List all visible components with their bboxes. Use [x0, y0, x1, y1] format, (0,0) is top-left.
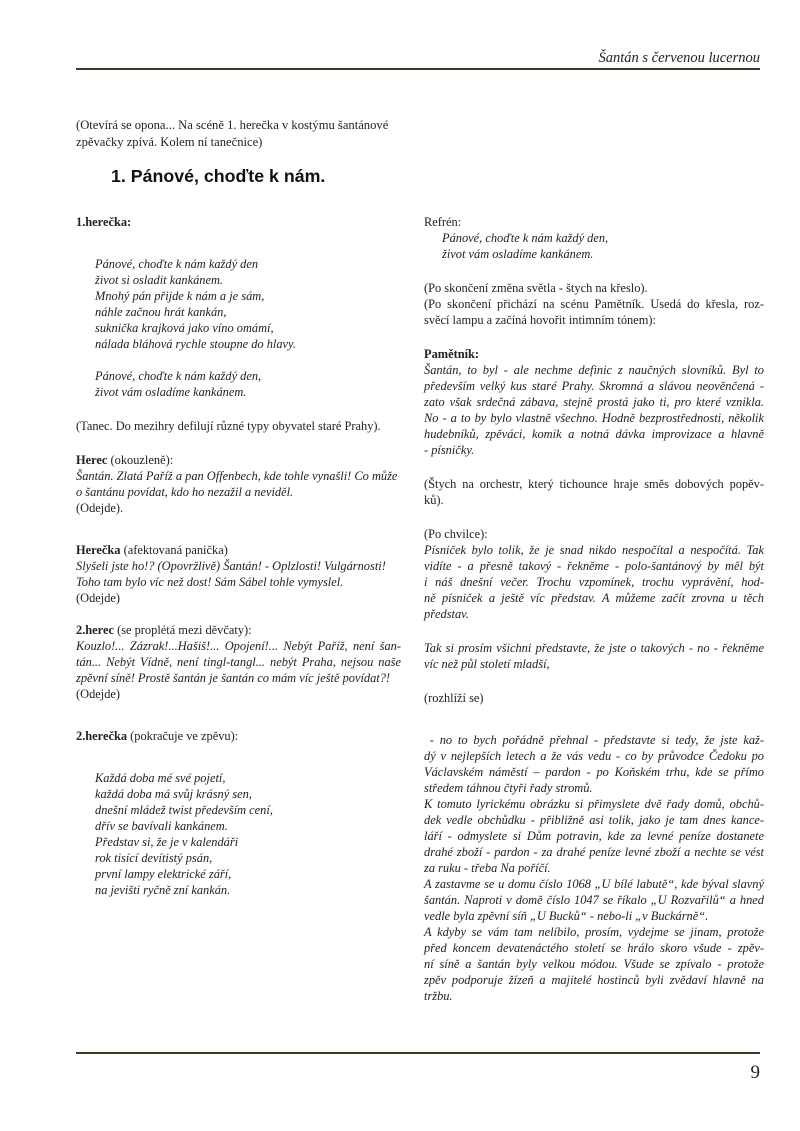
dialogue-line: dý v nejlepších letech a že vás vedu - co by průvodce Čedoku po [424, 749, 764, 763]
speaker-name: Herečka [76, 543, 121, 557]
verse-line: život si osladit kankánem. [95, 273, 224, 287]
left-column [76, 214, 401, 898]
stage-direction: (Tanec. Do mezihry defilují různé typy obyvatel staré Prahy). [76, 419, 381, 433]
dialogue-line: - no to bych pořádně přehnal - představte si tedy, že jste kaž- [424, 733, 764, 747]
speaker-name: 1.herečka: [76, 215, 132, 229]
dialogue-line: Slyšeli jste ho!? (Opovržlivě) Šantán! - Oplzlosti! Vulgárnosti! [76, 559, 386, 573]
dialogue-line: před koncem devatenáctého století se hrálo skoro všude - zpěv- [424, 941, 764, 955]
verse-line: první lampy elektrické září, [95, 867, 232, 881]
dialogue-line: především velký kus staré Prahy. Skromná a slávou neověnčená - [424, 379, 764, 393]
dialogue-line: šantán. Naproti v domě číslo 1047 se říkalo „U Rozvařilů“ a hned [424, 893, 764, 907]
dialogue-line: dek vedle obchůdku - přibližně asi tolik, jako je tam dnes kance- [424, 813, 764, 827]
verse-line: nálada bláhová rychle stoupne do hlavy. [95, 337, 296, 351]
speaker-direction: (pokračuje ve zpěvu): [127, 729, 239, 743]
monologue [424, 362, 764, 458]
stage-direction: ků). [424, 493, 444, 507]
verse-line: náhle začnou hrát kankán, [95, 305, 227, 319]
intro-line: zpěvačky zpívá. Kolem ní tanečnice) [76, 135, 263, 149]
dialogue-line: ní síně a šantán byly velkou módou. Všude se zpívalo - protože [424, 957, 764, 971]
dialogue-line: za ruku - třeba Na poříčí. [424, 861, 551, 875]
speaker-name: 2.herečka [76, 729, 128, 743]
speaker-direction: (okouzleně): [107, 453, 174, 467]
speaker-line [76, 542, 401, 558]
running-head: Šantán s červenou lucernou [598, 50, 760, 66]
song-verse [76, 256, 401, 400]
dialogue-line: drahé zboží - pardon - za drahé peníze levné zboží a nechte se vést [424, 845, 764, 859]
dialogue-line: No - a to by bylo vlastně všechno. Hodně bezprostřednosti, několik [424, 411, 764, 425]
verse-line: život vám osladíme kankánem. [442, 247, 594, 261]
dialogue-line: Šantán, to byl - ale nechme definic z naučných slovníků. Byl to [424, 363, 764, 377]
dialogue-line: tán... Nebýt Vídně, není tingl-tangl... nebýt Praha, nejsou naše [76, 655, 401, 669]
monologue [424, 640, 764, 672]
dialogue-line: Kouzlo!... Zázrak!...Hašiš!... Opojení!... Nebýt Paříž, není šan- [76, 639, 401, 653]
stage-direction: svěcí lampu a začíná hovořit intimním tónem): [424, 313, 656, 327]
verse-line: život vám osladíme kankánem. [95, 385, 247, 399]
dialogue-line: láří - odmyslete si Dům potravin, kde za levné peníze dostanete [424, 829, 764, 843]
song-verse [424, 230, 764, 262]
intro-line: (Otevírá se opona... Na scéně 1. herečka v kostýmu šantánové [76, 118, 389, 132]
stage-direction: (Odejde) [76, 591, 121, 605]
verse-line: Každá doba mé své pojetí, [95, 771, 226, 785]
dialogue-line: Tak si prosím všichni představte, že jste o takových - no - řekněme [424, 641, 764, 655]
dialogue-line: o šantánu povídat, kdo ho nezažil a neviděl. [76, 485, 294, 499]
dialogue-line: Písniček bylo tolik, že je snad nikdo nespočítal a nespočítá. Tak [424, 543, 764, 557]
footer-rule [76, 1052, 760, 1054]
dialogue-line: zato však srdečná zábava, stejně prostá jako ti, pro které vznikla. [424, 395, 764, 409]
speaker-line [76, 622, 401, 638]
verse-line: dnešní mládež twist především cení, [95, 803, 273, 817]
stage-direction: (Štych na orchestr, který tichounce hraje směs dobových popěv- [424, 477, 764, 491]
dialogue-line: představ. [424, 607, 469, 621]
verse-line: Pánové, choďte k nám každý den [95, 257, 259, 271]
dialogue-line: zpěvní síně! Prostě šantán je šantán co mám víc ještě povídat?! [76, 671, 391, 685]
verse-line: každá doba má svůj krásný sen, [95, 787, 252, 801]
stage-direction: (Odejde). [76, 501, 124, 515]
verse-line: Představ si, že je v kalendáři [95, 835, 239, 849]
stage-direction: (rozhlíží se) [424, 691, 484, 705]
dialogue-line: ně písniček a ještě víc představ. A můžeme začít zrovna u těch [424, 591, 764, 605]
refrain-label: Refrén: [424, 215, 462, 229]
monologue [424, 732, 764, 1004]
header-rule [76, 68, 760, 70]
dialogue-line: Šantán. Zlatá Paříž a pan Offenbech, kde tohle vynašli! Co může [76, 469, 398, 483]
dialogue-line: vidíte - a přesně takový - řekněme - polo-šantánový by měl být [424, 559, 764, 573]
dialogue-line: Toho tam bylo víc než dost! Sám Sábel tohle vymyslel. [76, 575, 344, 589]
stage-direction: (Po skončení přichází na scénu Pamětník. Usedá do křesla, roz- [424, 297, 764, 311]
speaker-direction: (afektovaná panička) [120, 543, 228, 557]
stage-direction: (Po skončení změna světla - štych na křeslo). [424, 281, 648, 295]
verse-line: na jevišti ryčně zní kankán. [95, 883, 231, 897]
song-verse [76, 770, 401, 898]
verse-line: Pánové, choďte k nám každý den, [442, 231, 609, 245]
monologue [424, 542, 764, 622]
dialogue-line: zpěv podporuje žízeň a majitelé hostinců byli zvědaví hlavně na [424, 973, 764, 987]
speaker-name: 2.herec [76, 623, 114, 637]
intro-stage-direction [76, 117, 416, 151]
verse-line: rok tisící devítistý psán, [95, 851, 213, 865]
dialogue-line: A zastavme se u domu číslo 1068 „U bílé labutě“, kde býval slavný [424, 877, 764, 891]
speaker-direction: (se proplétá mezi děvčaty): [113, 623, 252, 637]
verse-line: suknička krajková jako víno omámí, [95, 321, 274, 335]
verse-line: dřív se bavívali kankánem. [95, 819, 228, 833]
dialogue-line: Václavském náměstí – pardon - po Koňském trhu, kde se přímo [424, 765, 764, 779]
dialogue-line: - písničky. [424, 443, 475, 457]
dialogue-line: víc než půl století mladší, [424, 657, 550, 671]
speaker-name: Pamětník: [424, 347, 480, 361]
stage-direction: (Odejde) [76, 687, 121, 701]
scene-title: 1. Pánové, choďte k nám. [111, 166, 326, 186]
right-column [424, 214, 764, 1004]
dialogue-line: středem táhnou čtyři řady stromů. [424, 781, 593, 795]
dialogue-line: tržbu. [424, 989, 453, 1003]
dialogue-line: A kdyby se vám tam nelíbilo, prosím, vydejme se jinam, protože [424, 925, 764, 939]
dialogue-line: vedle byla zpěvní síň „U Bucků“ - nebo-li „v Buckárně“. [424, 909, 709, 923]
dialogue-line: i náš dnešní večer. Trochu vzpomínek, trochu vyprávění, hod- [424, 575, 764, 589]
stage-direction: (Po chvilce): [424, 527, 488, 541]
speaker-name: Herec [76, 453, 108, 467]
verse-line: Mnohý pán přijde k nám a je sám, [95, 289, 265, 303]
dialogue-line: hudebníků, zpěváci, komik a notná dávka improvizace a hlavně [424, 427, 764, 441]
speaker-line [76, 452, 401, 468]
dialogue-line: K tomuto lyrickému obrázku si přimyslete dvě řady domů, obchů- [424, 797, 764, 811]
verse-line: Pánové, choďte k nám každý den, [95, 369, 262, 383]
speaker-line [76, 728, 401, 744]
page-number: 9 [750, 1062, 760, 1083]
